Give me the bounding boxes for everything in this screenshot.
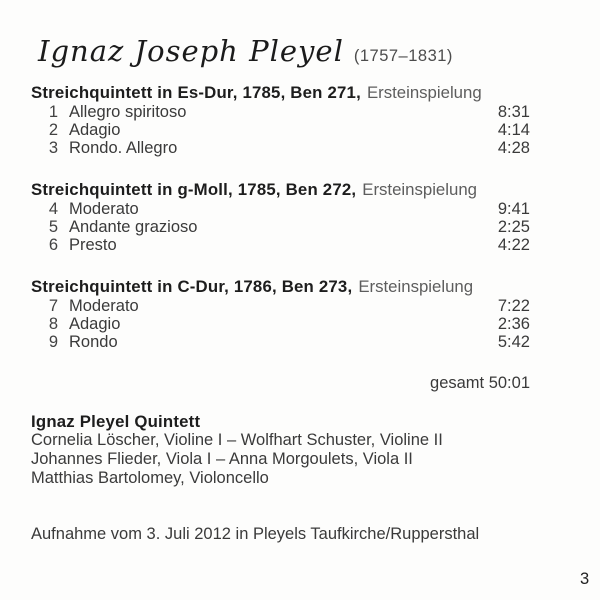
total-duration: gesamt 50:01 bbox=[430, 374, 530, 392]
track-row bbox=[0, 103, 600, 122]
track-duration: 4:14 bbox=[497, 121, 530, 139]
track-number: 1 bbox=[48, 103, 58, 121]
track-title: Moderato bbox=[69, 297, 139, 315]
ensemble-name: Ignaz Pleyel Quintett bbox=[31, 412, 201, 431]
composer-title bbox=[38, 34, 453, 68]
work-title: Streichquintett in g-Moll, 1785, Ben 272, bbox=[31, 180, 357, 199]
page-number: 3 bbox=[580, 570, 590, 588]
total-duration-row bbox=[0, 374, 600, 393]
track-title: Allegro spiritoso bbox=[69, 103, 187, 121]
track-row bbox=[0, 139, 600, 158]
ensemble-member: Cornelia Löscher, Violine I – Wolfhart Schuster, Violine II bbox=[31, 431, 443, 449]
work-subtitle: Ersteinspielung bbox=[362, 180, 477, 199]
track-title: Adagio bbox=[69, 121, 121, 139]
work-title: Streichquintett in Es-Dur, 1785, Ben 271, bbox=[31, 83, 361, 102]
track-number: 3 bbox=[48, 139, 58, 157]
track-duration: 7:22 bbox=[497, 297, 530, 315]
track-row bbox=[0, 121, 600, 140]
work-header-3 bbox=[31, 277, 473, 296]
composer-dates: (1757–1831) bbox=[353, 47, 453, 65]
work-subtitle: Ersteinspielung bbox=[358, 277, 474, 296]
work-header-2 bbox=[31, 180, 477, 199]
track-number: 4 bbox=[48, 200, 58, 218]
track-number: 8 bbox=[48, 315, 58, 333]
track-title: Presto bbox=[69, 236, 117, 254]
track-number: 7 bbox=[48, 297, 58, 315]
track-row bbox=[0, 315, 600, 334]
track-row bbox=[0, 297, 600, 316]
track-title: Rondo bbox=[69, 333, 118, 351]
track-row bbox=[0, 333, 600, 352]
track-duration: 4:28 bbox=[497, 139, 530, 157]
work-header-1 bbox=[31, 83, 482, 102]
track-row bbox=[0, 200, 600, 219]
work-subtitle: Ersteinspielung bbox=[366, 83, 482, 102]
track-number: 6 bbox=[48, 236, 58, 254]
track-duration: 5:42 bbox=[497, 333, 530, 351]
track-title: Moderato bbox=[69, 200, 139, 218]
track-row bbox=[0, 236, 600, 255]
ensemble-member: Johannes Flieder, Viola I – Anna Morgoulets, Viola II bbox=[31, 450, 413, 468]
track-number: 5 bbox=[48, 218, 58, 236]
track-duration: 2:25 bbox=[497, 218, 530, 236]
track-duration: 2:36 bbox=[497, 315, 530, 333]
ensemble-member: Matthias Bartolomey, Violoncello bbox=[31, 469, 269, 487]
track-duration: 4:22 bbox=[497, 236, 530, 254]
track-duration: 9:41 bbox=[497, 200, 530, 218]
track-number: 9 bbox=[48, 333, 58, 351]
track-title: Andante grazioso bbox=[69, 218, 198, 236]
track-row bbox=[0, 218, 600, 237]
composer-name: Ignaz Joseph Pleyel bbox=[38, 34, 344, 68]
track-duration: 8:31 bbox=[497, 103, 530, 121]
track-title: Adagio bbox=[69, 315, 121, 333]
recording-note: Aufnahme vom 3. Juli 2012 in Pleyels Taufkirche/Ruppersthal bbox=[31, 525, 480, 543]
work-title: Streichquintett in C-Dur, 1786, Ben 273, bbox=[31, 277, 353, 296]
track-number: 2 bbox=[48, 121, 58, 139]
track-title: Rondo. Allegro bbox=[69, 139, 178, 157]
